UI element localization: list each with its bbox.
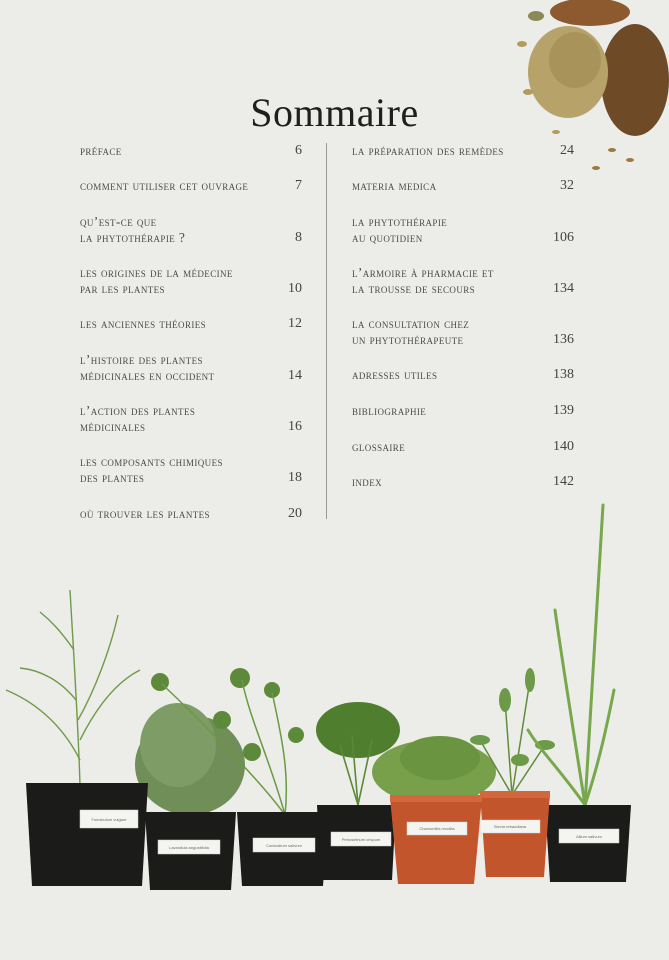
toc-entry[interactable]	[352, 439, 574, 455]
toc-entry-label: comment utiliser cet ouvrage	[80, 178, 249, 193]
toc-entry[interactable]	[80, 506, 302, 522]
toc-entry-label: les composants chimiques des plantes	[80, 454, 223, 485]
toc-entry-label: l’histoire des plantes médicinales en occident	[80, 352, 215, 383]
toc-entry[interactable]	[352, 316, 574, 348]
toc-entry[interactable]	[352, 178, 574, 194]
toc-entry-label: les origines de la médecine par les plantes	[80, 265, 233, 296]
toc-entry-label: qu’est-ce que la phytothérapie ?	[80, 214, 186, 245]
toc-entry-page: 12	[288, 316, 302, 331]
toc-entry-label: la consultation chez un phytothérapeute	[352, 316, 470, 347]
toc-entry-page: 138	[553, 367, 574, 382]
pot-label-6: Stevia rebaudiana	[493, 824, 527, 829]
toc-entry-label: materia medica	[352, 178, 437, 193]
pot-label-4: Petroselinum crispum	[341, 837, 381, 842]
toc-entry-page: 14	[288, 368, 302, 383]
toc-entry[interactable]	[80, 214, 302, 246]
pot-label-1: Foeniculum vulgare	[91, 817, 127, 822]
toc-entry-label: où trouver les plantes	[80, 506, 210, 521]
toc-entry-label: l’action des plantes médicinales	[80, 403, 196, 434]
pot-label-7: Allium sativum	[576, 834, 602, 839]
toc-entry-label: préface	[80, 143, 122, 158]
toc-entry-page: 106	[553, 230, 574, 245]
toc-entry[interactable]	[352, 367, 574, 383]
toc-entry[interactable]	[352, 403, 574, 419]
toc-entry-page: 16	[288, 419, 302, 434]
toc-entry-page: 18	[288, 470, 302, 485]
toc-entry-label: la préparation des remèdes	[352, 143, 504, 158]
toc-entry-label: la phytothérapie au quotidien	[352, 214, 448, 245]
toc-entry-page: 7	[295, 178, 302, 193]
toc-entry-label: adresses utiles	[352, 367, 438, 382]
pot-label-3: Coriandrum sativum	[266, 843, 302, 848]
toc-entry[interactable]	[352, 265, 574, 297]
toc-entry-label: bibliographie	[352, 403, 427, 418]
toc-entry-label: glossaire	[352, 439, 406, 454]
toc-entry-label: index	[352, 474, 382, 489]
toc-entry[interactable]	[352, 143, 574, 159]
toc-entry[interactable]	[80, 316, 302, 332]
toc-entry-label: l’armoire à pharmacie et la trousse de secours	[352, 265, 494, 296]
toc-entry[interactable]	[80, 403, 302, 435]
toc-entry-page: 136	[553, 332, 574, 347]
toc-entry-page: 10	[288, 281, 302, 296]
toc-entry-page: 8	[295, 230, 302, 245]
toc-entry-page: 24	[560, 143, 574, 158]
toc-entry[interactable]	[352, 474, 574, 490]
toc-entry[interactable]	[80, 178, 302, 194]
toc-entry-page: 140	[553, 439, 574, 454]
toc-entry[interactable]	[80, 352, 302, 384]
pot-label-5: Chamomilla recutita	[419, 826, 455, 831]
toc-entry-page: 20	[288, 506, 302, 521]
toc-entry-page: 6	[295, 143, 302, 158]
toc-entry[interactable]	[80, 265, 302, 297]
potted-herbs-photo	[6, 505, 631, 890]
toc-entry[interactable]	[352, 214, 574, 246]
toc-entry[interactable]	[80, 454, 302, 486]
column-divider	[326, 143, 327, 519]
toc-entry-page: 32	[560, 178, 574, 193]
toc-entry[interactable]	[80, 143, 302, 159]
toc-entry-page: 139	[553, 403, 574, 418]
toc-entry-page: 142	[553, 474, 574, 489]
pot-label-2: Lavandula angustifolia	[169, 845, 209, 850]
toc-entry-page: 134	[553, 281, 574, 296]
page-title: Sommaire	[250, 89, 419, 135]
toc-entry-label: les anciennes théories	[80, 316, 207, 331]
